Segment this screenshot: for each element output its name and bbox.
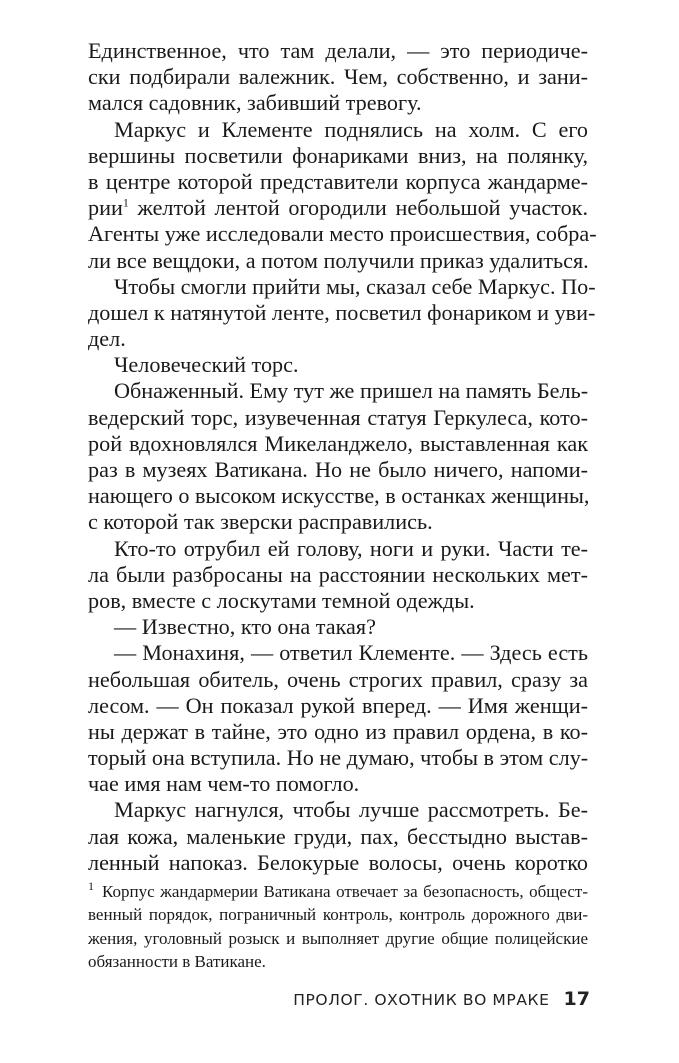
text-line: раз в музеях Ватикана. Но не было ничего, напоми-: [88, 457, 588, 482]
text-line: нающего о высоком искусстве, в останках женщины,: [88, 483, 590, 509]
footnote-reference[interactable]: 1: [122, 195, 129, 210]
text-line: Человеческий торс.: [114, 352, 299, 378]
text-line: дел.: [88, 326, 126, 352]
text-line: лесом. — Он показал рукой вперед. — Имя женщи-: [88, 692, 588, 718]
text-line: вершины посветили фонариками вниз, на полянку,: [88, 142, 588, 168]
text-line: — Известно, кто она такая?: [114, 614, 376, 640]
text-line: — Монахиня, — ответил Клементе. — Здесь есть: [114, 640, 588, 666]
text-line: Единственное, что там делали, — это периодиче-: [88, 38, 588, 63]
text-fragment: рии: [88, 195, 123, 221]
footnote-line: обязанности в Ватикане.: [88, 951, 266, 971]
footnote-line: жения, уголовный розыск и выполняет другие общие полицейские: [88, 928, 588, 948]
text-line: небольшая обитель, очень строгих правил, сразу за: [88, 666, 588, 692]
text-line: Маркус нагнулся, чтобы лучше рассмотреть. Бе-: [114, 797, 588, 823]
footnote-text: Корпус жандармерии Ватикана отвечает за безопасность, общест-: [102, 882, 588, 901]
text-line: рой вдохновлялся Микеланджело, выставленная как: [88, 430, 588, 456]
text-line: лая кожа, маленькие груди, пах, бесстыдно выстав-: [88, 823, 588, 849]
text-line: ленный напоказ. Белокурые волосы, очень коротко: [88, 849, 588, 875]
text-line: Чтобы смогли прийти мы, сказал себе Маркус. По-: [114, 273, 596, 299]
body-text: [88, 38, 597, 876]
footnote-line: венный порядок, пограничный контроль, контроль дорожного дви-: [88, 905, 588, 925]
chapter-title: ПРОЛОГ. ОХОТНИК ВО МРАКЕ: [293, 991, 550, 1009]
text-line-with-footnote: [88, 195, 588, 221]
text-line: дошел к натянутой ленте, посветил фонариком и уви-: [88, 299, 596, 325]
text-line: мался садовник, забивший тревогу.: [88, 90, 422, 116]
text-line: с которой так зверски расправились.: [88, 509, 433, 535]
text-line: ны держат в тайне, это одно из правил ордена, в ко-: [88, 718, 588, 744]
running-footer: [250, 988, 590, 1010]
text-line: торый она вступила. Но не думаю, чтобы в этом слу-: [88, 745, 589, 771]
text-line: ведерский торс, изувеченная статуя Геркулеса, кото-: [88, 404, 588, 430]
text-fragment: желтой лентой огородили небольшой участок.: [137, 195, 588, 221]
text-line: в центре которой представители корпуса жандарме-: [88, 168, 588, 194]
text-line: ски подбирали валежник. Чем, собственно, и зани-: [88, 64, 588, 90]
page-number: 17: [563, 988, 590, 1010]
footnote: [88, 880, 588, 973]
text-line: чае имя нам чем-то помогло.: [88, 771, 360, 797]
text-line: ров, вместе с лоскутами темной одежды.: [88, 587, 475, 613]
footnote-line: [88, 880, 588, 903]
text-line: ли все вещдоки, а потом получили приказ удалиться.: [88, 247, 589, 273]
text-line: Кто-то отрубил ей голову, ноги и руки. Части те-: [114, 535, 588, 561]
footnote-mark: 1: [88, 879, 94, 894]
text-line: Маркус и Клементе поднялись на холм. С его: [114, 116, 588, 142]
text-line: Агенты уже исследовали место происшествия, собра-: [88, 221, 597, 247]
text-line: Обнаженный. Ему тут же пришел на память Бель-: [114, 378, 589, 404]
text-line: ла были разбросаны на расстоянии нескольких мет-: [88, 561, 588, 587]
